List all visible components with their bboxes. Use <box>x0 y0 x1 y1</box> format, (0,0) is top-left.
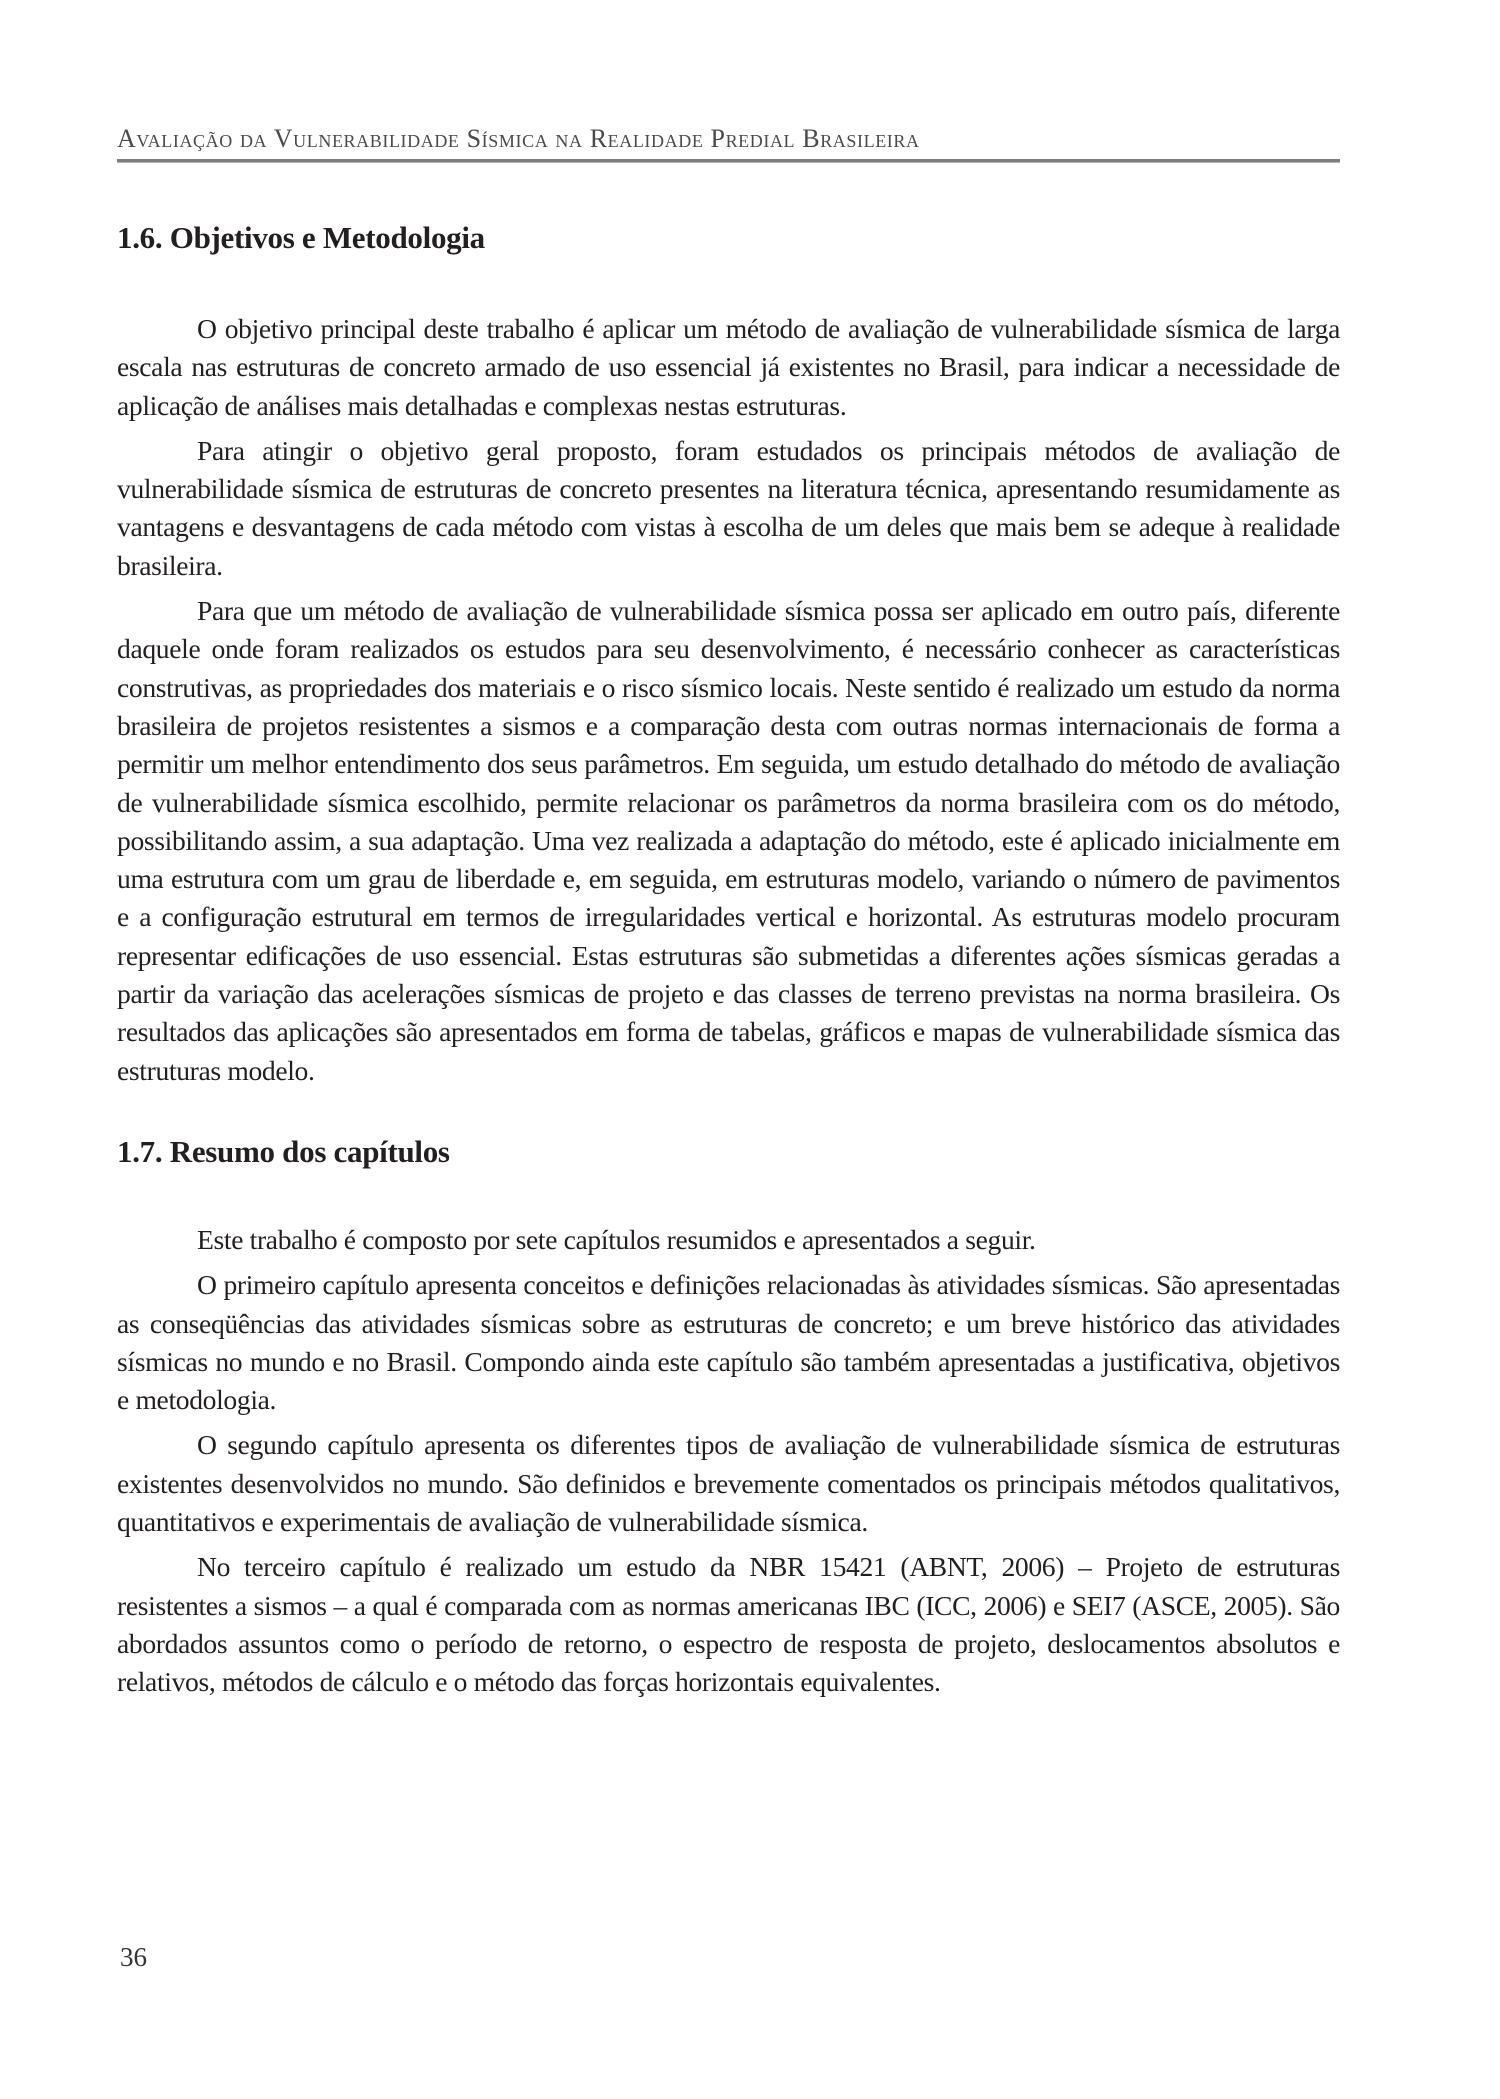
page-number: 36 <box>120 1942 147 1972</box>
page-body <box>117 213 1340 1709</box>
paragraph: No terceiro capítulo é realizado um estudo da NBR 15421 (ABNT, 2006) – Projeto de estruturas resistentes a sismos – a qual é comparada com as normas americanas IBC (ICC, 2006) e SEI7 (ASCE, 2005). São abordados assuntos como o período de retorno, o espectro de resposta de projeto, deslocamentos absolutos e relativos, métodos de cálculo e o método das forças horizontais equivalentes. <box>117 1551 1340 1698</box>
running-header: Avaliação da Vulnerabilidade Sísmica na Realidade Predial Brasileira <box>117 124 920 153</box>
paragraph: Para atingir o objetivo geral proposto, foram estudados os principais métodos de avaliação de vulnerabilidade sísmica de estruturas de concreto presentes na literatura técnica, apresentando resumidamente as vantagens e desvantagens de cada método com vistas à escolha de um deles que mais bem se adeque à realidade brasileira. <box>117 434 1340 581</box>
paragraph: Este trabalho é composto por sete capítulos resumidos e apresentados a seguir. <box>197 1223 1036 1255</box>
section-resumo-capitulos <box>117 1127 1340 1702</box>
paragraph: O segundo capítulo apresenta os diferentes tipos de avaliação de vulnerabilidade sísmica de estruturas existentes desenvolvidos no mundo. São definidos e brevemente comentados os principais métodos qualitativos, quantitativos e experimentais de avaliação de vulnerabilidade sísmica. <box>117 1429 1340 1538</box>
paragraph: O primeiro capítulo apresenta conceitos e definições relacionadas às atividades sísmicas. São apresentadas as conseqüências das atividades sísmicas sobre as estruturas de concreto; e um breve histórico das atividades sísmicas no mundo e no Brasil. Compondo ainda este capítulo são também apresentadas a justificativa, objetivos e metodologia. <box>117 1269 1340 1416</box>
paragraph: O objetivo principal deste trabalho é aplicar um método de avaliação de vulnerabilidade sísmica de larga escala nas estruturas de concreto armado de uso essencial já existentes no Brasil, para indicar a necessidade de aplicação de análises mais detalhadas e complexas nestas estruturas. <box>117 313 1340 421</box>
section-heading: 1.7. Resumo dos capítulos <box>117 1133 450 1169</box>
header-rule <box>117 159 1340 162</box>
section-objetivos-metodologia <box>117 213 1340 1090</box>
paragraph: Para que um método de avaliação de vulnerabilidade sísmica possa ser aplicado em outro país, diferente daquele onde foram realizados os estudos para seu desenvolvimento, é necessário conhecer as características construtivas, as propriedades dos materiais e o risco sísmico locais. Neste sentido é realizado um estudo da norma brasileira de projetos resistentes a sismos e a comparação desta com outras normas internacionais de forma a permitir um melhor entendimento dos seus parâmetros. Em seguida, um estudo detalhado do método de avaliação de vulnerabilidade sísmica escolhido, permite relacionar os parâmetros da norma brasileira com os do método, possibilitando assim, a sua adaptação. Uma vez realizada a adaptação do método, este é aplicado inicialmente em uma estrutura com um grau de liberdade e, em seguida, em estruturas modelo, variando o número de pavimentos e a configuração estrutural em termos de irregularidades vertical e horizontal. As estruturas modelo procuram representar edificações de uso essencial. Estas estruturas são submetidas a diferentes ações sísmicas geradas a partir da variação das acelerações sísmicas de projeto e das classes de terreno previstas na norma brasileira. Os resultados das aplicações são apresentados em forma de tabelas, gráficos e mapas de vulnerabilidade sísmica das estruturas modelo. <box>117 595 1340 1086</box>
section-heading: 1.6. Objetivos e Metodologia <box>117 220 485 255</box>
